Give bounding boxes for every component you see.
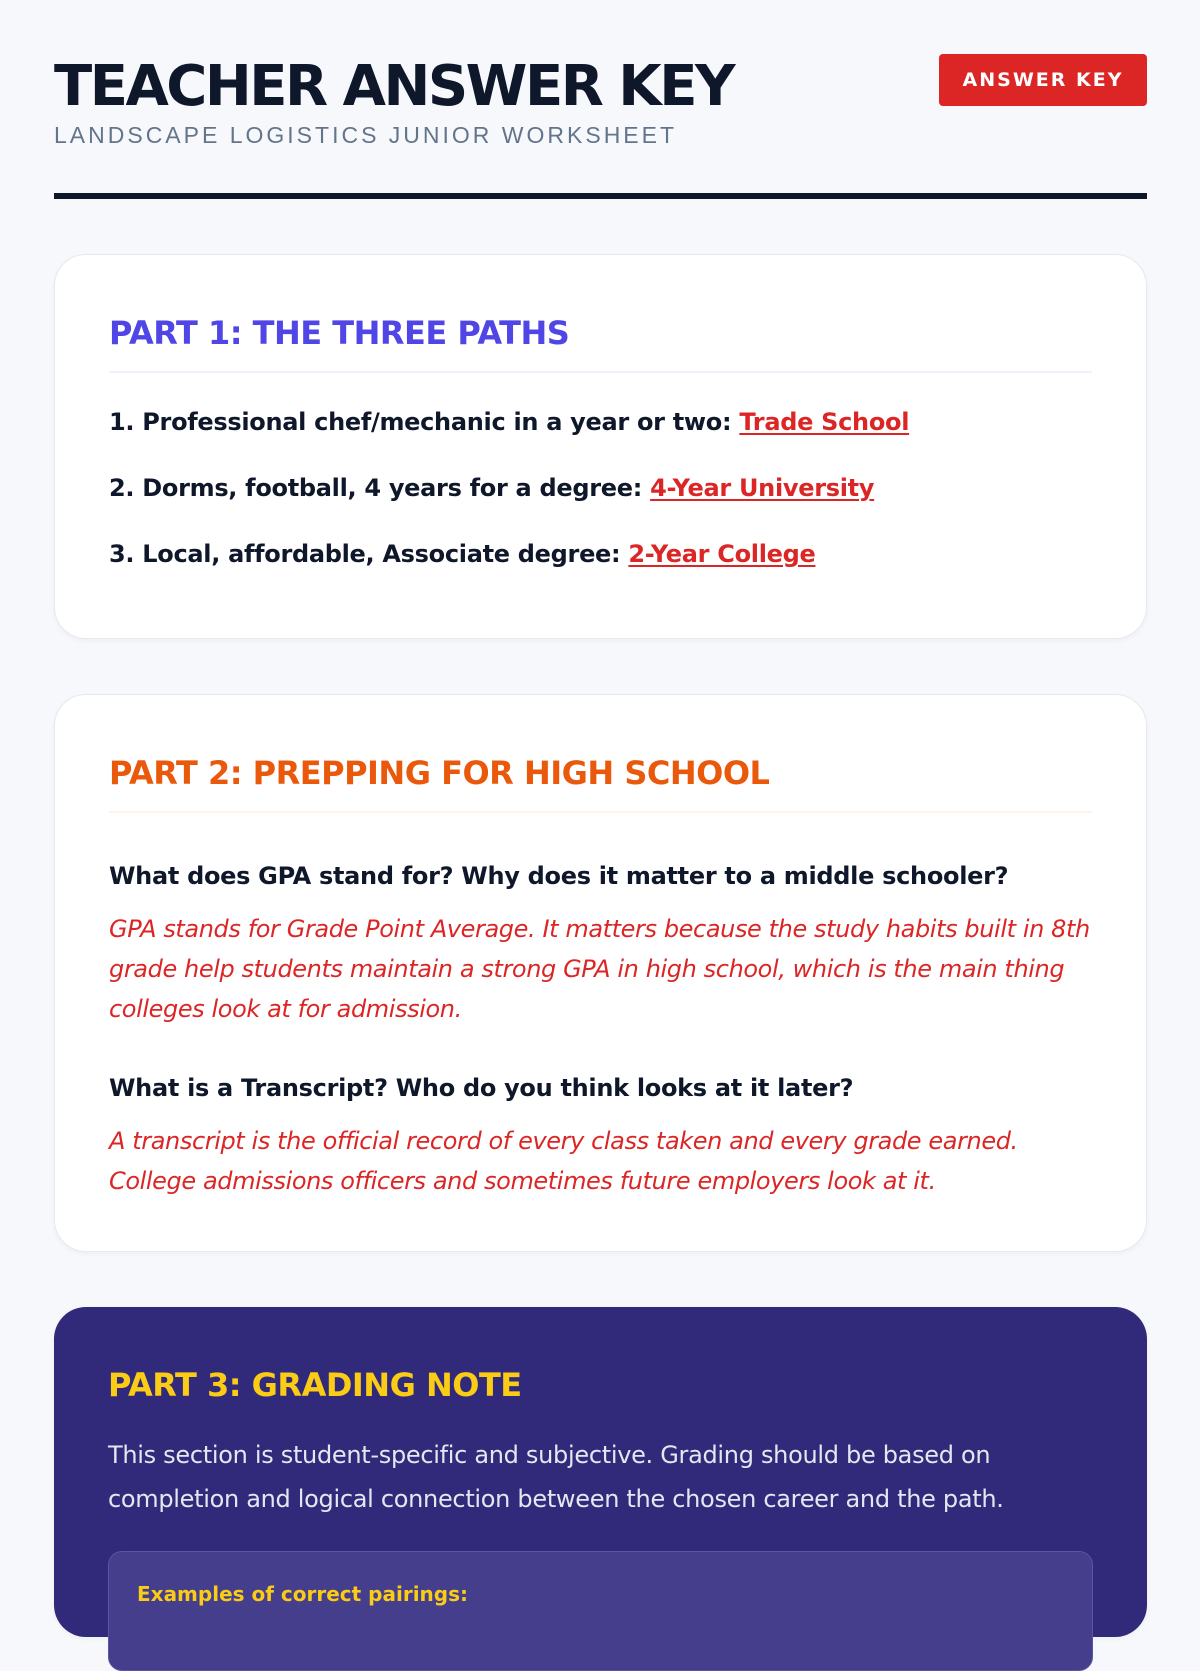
part-1-divider [109, 371, 1092, 373]
part-3-title: PART 3: GRADING NOTE [108, 1366, 522, 1404]
path-item [109, 471, 1092, 505]
part-3-card [54, 1307, 1147, 1637]
page-subtitle: LANDSCAPE LOGISTICS JUNIOR WORKSHEET [54, 122, 678, 148]
part-1-title: PART 1: THE THREE PATHS [109, 314, 570, 352]
path-answer: 4-Year University [650, 474, 875, 502]
part-1-card [54, 254, 1147, 639]
worksheet-page [54, 0, 1147, 1606]
examples-box [108, 1551, 1093, 1671]
transcript-question: What is a Transcript? Who do you think looks at it later? [109, 1074, 854, 1102]
transcript-answer: A transcript is the official record of every class taken and every grade earned. College admissions officers and sometimes future employers look at it. [109, 1127, 1018, 1195]
gpa-question: What does GPA stand for? Why does it matter to a middle schooler? [109, 862, 1009, 890]
page-header [54, 0, 1147, 200]
page-title: TEACHER ANSWER KEY [54, 54, 734, 119]
grading-note: This section is student-specific and subjective. Grading should be based on completion and logical connection between the chosen career and the path. [108, 1441, 1004, 1513]
path-item [109, 405, 1092, 439]
path-prompt: 2. Dorms, football, 4 years for a degree: [109, 474, 643, 502]
path-answer: Trade School [739, 408, 910, 436]
answer-key-badge: ANSWER KEY [939, 54, 1147, 106]
path-answer: 2-Year College [628, 540, 816, 568]
path-prompt: 3. Local, affordable, Associate degree: [109, 540, 621, 568]
header-divider [54, 193, 1147, 199]
part-2-card [54, 694, 1147, 1252]
part-2-title: PART 2: PREPPING FOR HIGH SCHOOL [109, 754, 770, 792]
examples-label: Examples of correct pairings: [137, 1582, 469, 1606]
path-prompt: 1. Professional chef/mechanic in a year or two: [109, 408, 732, 436]
part-2-divider [109, 811, 1092, 813]
gpa-answer: GPA stands for Grade Point Average. It matters because the study habits built in 8th grade help students maintain a strong GPA in high school, which is the main thing colleges look at for admission. [109, 915, 1090, 1023]
path-item [109, 537, 1092, 571]
